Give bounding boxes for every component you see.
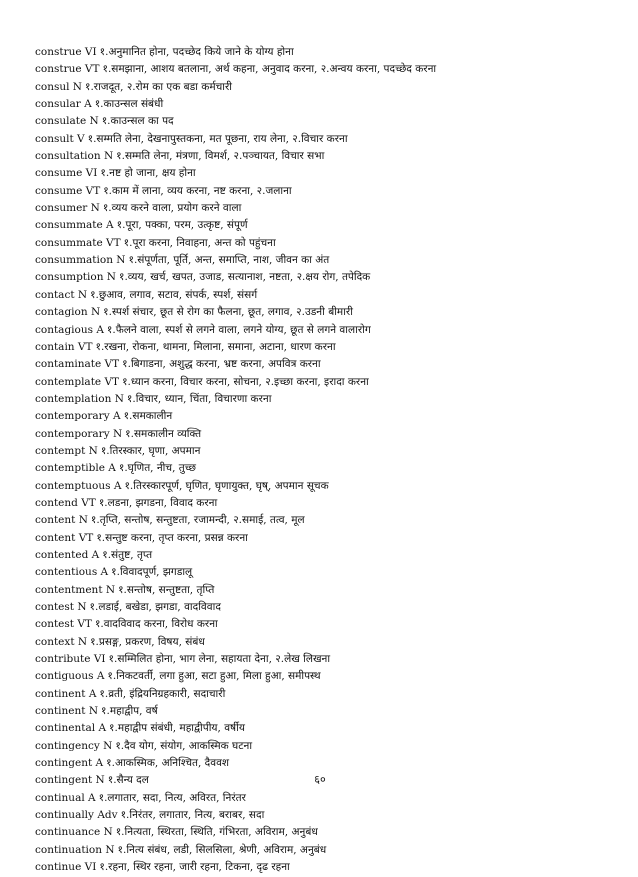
- dictionary-entry: [35, 824, 615, 841]
- dictionary-entry: [35, 547, 615, 564]
- entry-meaning: १.फैलने वाला, स्पर्श से लगने वाला, लगने योग्य, छूत से लगने वालारोग: [106, 323, 371, 336]
- entry-meaning: १.समकालीन: [123, 410, 173, 423]
- dictionary-entry: [35, 200, 615, 217]
- entry-meaning: १.विवादपूर्ण, झगडालू: [111, 566, 193, 579]
- entry-meaning: १.सन्तुष्ट करना, तृप्त करना, प्रसन्न करना: [96, 531, 248, 544]
- entry-headword: continental A: [35, 722, 107, 735]
- entry-headword: contact N: [35, 288, 88, 301]
- entry-headword: consummate VT: [35, 236, 121, 249]
- entry-meaning: १.दैव योग, संयोग, आकस्मिक घटना: [115, 739, 253, 752]
- entry-headword: contentment N: [35, 583, 116, 596]
- entry-headword: construe VI: [35, 46, 97, 58]
- dictionary-entry: [35, 460, 615, 477]
- dictionary-entry: [35, 443, 615, 460]
- dictionary-entry: [35, 530, 615, 547]
- dictionary-entry: [35, 807, 615, 824]
- entry-meaning: १.घृणित, नीच, तुच्छ: [118, 462, 196, 475]
- entry-headword: contingent N: [35, 774, 105, 787]
- entry-meaning: १.महाद्वीप, वर्ष: [101, 705, 158, 718]
- dictionary-entry: [35, 842, 615, 859]
- entry-meaning: १.रखना, रोकना, थामना, मिलाना, समाना, अटाना, धारण करना: [95, 340, 336, 353]
- entry-headword: consummation N: [35, 254, 126, 267]
- dictionary-entry: [35, 616, 615, 633]
- dictionary-entry: [35, 790, 615, 807]
- entry-meaning: १.सम्मिलित होना, भाग लेना, सहायता देना, २.लेख लिखना: [108, 653, 331, 666]
- dictionary-entry: [35, 165, 615, 182]
- entry-meaning: १.लडना, झगडना, विवाद करना: [98, 496, 218, 509]
- dictionary-entry: [35, 217, 615, 234]
- dictionary-entry: [35, 651, 615, 668]
- entry-headword: consumption N: [35, 271, 116, 284]
- dictionary-entry: [35, 668, 615, 685]
- entry-headword: continent N: [35, 705, 99, 718]
- dictionary-entry: [35, 686, 615, 703]
- dictionary-entry: [35, 339, 615, 356]
- entry-meaning: १.सम्मति लेना, मंत्रणा, विमर्श, २.पञ्चायत, विचार सभा: [116, 150, 325, 163]
- entry-headword: contagion N: [35, 306, 101, 319]
- entry-headword: consume VT: [35, 184, 101, 197]
- entry-meaning: १.लडाई, बखेडा, झगडा, वादविवाद: [89, 601, 221, 613]
- entry-meaning: १.सैन्य दल: [107, 774, 149, 787]
- dictionary-entry: [35, 269, 615, 286]
- entry-headword: construe VT: [35, 63, 100, 76]
- dictionary-entry: [35, 720, 615, 737]
- entry-meaning: १.समकालीन व्यक्ति: [125, 427, 202, 440]
- entry-headword: contingent A: [35, 757, 104, 770]
- entry-meaning: १.व्रती, इंद्रियनिग्रहकारी, सदाचारी: [99, 687, 226, 700]
- entry-headword: contend VT: [35, 496, 96, 509]
- entry-headword: continual A: [35, 791, 96, 804]
- entry-headword: contempt N: [35, 444, 98, 457]
- dictionary-entry: [35, 599, 615, 616]
- entry-headword: continuation N: [35, 843, 115, 856]
- dictionary-entry: [35, 113, 615, 130]
- dictionary-entry: [35, 148, 615, 165]
- entry-meaning: १.तिरस्कारपूर्ण, घृणित, घृणायुक्त, घृष्, अपमान सूचक: [124, 479, 329, 492]
- entry-list: [35, 44, 615, 877]
- entry-meaning: १.समझाना, आशय बतलाना, अर्थ कहना, अनुवाद करना, २.अन्वय करना, पदच्छेद करना: [102, 63, 437, 76]
- entry-headword: contented A: [35, 548, 100, 561]
- dictionary-entry: [35, 322, 615, 339]
- dictionary-entry: [35, 738, 615, 755]
- entry-headword: contentious A: [35, 566, 109, 579]
- dictionary-entry: [35, 235, 615, 252]
- entry-headword: consul N: [35, 80, 82, 93]
- entry-meaning: १.विचार, ध्यान, चिंता, विचारणा करना: [126, 392, 272, 405]
- entry-headword: consulate N: [35, 115, 99, 128]
- dictionary-entry: [35, 304, 615, 321]
- entry-headword: contaminate VT: [35, 358, 120, 371]
- entry-headword: contribute VI: [35, 653, 106, 666]
- entry-meaning: १.रहना, स्थिर रहना, जारी रहना, टिकना, दृढ रहना: [99, 861, 290, 874]
- entry-headword: consultation N: [35, 150, 114, 163]
- entry-meaning: १.नित्यता, स्थिरता, स्थिति, गंभिरता, अविराम, अनुबंध: [115, 826, 318, 839]
- entry-headword: contain VT: [35, 340, 93, 353]
- dictionary-entry: [35, 634, 615, 651]
- entry-meaning: १.काउन्सल संबंधी: [94, 98, 164, 111]
- entry-meaning: १.छुआव, लगाव, सटाव, संपर्क, स्पर्श, संसर्ग: [90, 288, 258, 301]
- entry-meaning: १.निरंतर, लगातार, नित्य, बराबर, सदा: [120, 809, 265, 822]
- dictionary-entry: [35, 79, 615, 96]
- dictionary-entry: [35, 564, 615, 581]
- dictionary-entry: [35, 391, 615, 408]
- entry-meaning: १.व्यय, खर्च, खपत, उजाड, सत्यानाश, नष्टता, २.क्षय रोग, तपेदिक: [118, 271, 371, 284]
- entry-headword: contemplate VT: [35, 375, 120, 388]
- entry-headword: contemporary N: [35, 427, 123, 440]
- entry-headword: content N: [35, 514, 88, 527]
- entry-meaning: १.वादविवाद करना, विरोध करना: [94, 618, 218, 631]
- entry-headword: contest N: [35, 601, 87, 613]
- entry-meaning: १.संतुष्ट, तृप्त: [102, 548, 153, 561]
- entry-meaning: १.महाद्वीप संबंधी, महाद्वीपीय, वर्षीय: [109, 722, 245, 735]
- dictionary-entry: [35, 356, 615, 373]
- dictionary-entry: [35, 408, 615, 425]
- dictionary-entry: [35, 374, 615, 391]
- entry-headword: continuance N: [35, 826, 113, 839]
- entry-meaning: १.नित्य संबंध, लडी, सिलसिला, श्रेणी, अविराम, अनुबंध: [117, 843, 327, 856]
- entry-headword: contingency N: [35, 739, 113, 752]
- dictionary-entry: [35, 755, 615, 772]
- dictionary-entry: [35, 495, 615, 512]
- entry-headword: consume VI: [35, 167, 98, 180]
- entry-headword: contest VT: [35, 618, 92, 631]
- entry-headword: contagious A: [35, 323, 104, 336]
- dictionary-entry: [35, 183, 615, 200]
- entry-meaning: १.पूरा, पक्का, परम, उत्कृष्ट, संपूर्ण: [116, 219, 248, 232]
- entry-meaning: १.सम्मति लेना, देखनापुस्तकना, मत पूछना, राय लेना, २.विचार करना: [87, 132, 348, 145]
- dictionary-entry: [35, 426, 615, 443]
- entry-meaning: १.संपूर्णता, पूर्ति, अन्त, समाप्ति, नाश, जीवन का अंत: [128, 254, 330, 267]
- dictionary-entry: [35, 131, 615, 148]
- entry-headword: contemptuous A: [35, 479, 122, 492]
- entry-headword: contiguous A: [35, 670, 105, 683]
- entry-headword: continent A: [35, 687, 97, 700]
- entry-headword: consular A: [35, 98, 92, 111]
- entry-meaning: १.पूरा करना, निवाहना, अन्त को पहुंचना: [123, 236, 276, 249]
- dictionary-entry: [35, 478, 615, 495]
- dictionary-entry: [35, 859, 615, 876]
- entry-meaning: १.काउन्सल का पद: [101, 115, 174, 128]
- entry-headword: contemptible A: [35, 462, 116, 475]
- entry-headword: context N: [35, 635, 88, 648]
- dictionary-entry: [35, 287, 615, 304]
- entry-meaning: १.आकस्मिक, अनिश्चित, दैववश: [106, 757, 230, 770]
- entry-meaning: १.व्यय करने वाला, प्रयोग करने वाला: [102, 202, 242, 215]
- entry-headword: continue VI: [35, 861, 97, 874]
- dictionary-entry: [35, 96, 615, 113]
- entry-headword: consumer N: [35, 202, 100, 215]
- dictionary-entry: [35, 44, 615, 61]
- entry-meaning: १.निकटवर्ती, लगा हुआ, सटा हुआ, मिला हुआ, समीपस्थ: [107, 670, 321, 683]
- entry-meaning: १.अनुमानित होना, पदच्छेद किये जाने के योग्य होना: [99, 46, 294, 58]
- page-number: ६०: [314, 773, 326, 786]
- entry-meaning: १.प्रसङ्ग, प्रकरण, विषय, संबंध: [90, 635, 205, 648]
- entry-meaning: १.काम में लाना, व्यय करना, नष्ट करना, २.जलाना: [103, 184, 292, 197]
- dictionary-entry: [35, 512, 615, 529]
- entry-headword: content VT: [35, 531, 94, 544]
- entry-headword: consult V: [35, 132, 85, 145]
- dictionary-entry: [35, 61, 615, 78]
- entry-meaning: १.तिरस्कार, घृणा, अपमान: [100, 444, 201, 457]
- entry-meaning: १.लगातार, सदा, नित्य, अविरत, निरंतर: [98, 791, 246, 804]
- entry-headword: contemplation N: [35, 392, 124, 405]
- entry-headword: continually Adv: [35, 809, 118, 822]
- entry-meaning: १.स्पर्श संचार, छूत से रोग का फैलना, छूत, लगाव, २.उडनी बीमारी: [103, 306, 353, 319]
- dictionary-entry: [35, 582, 615, 599]
- dictionary-entry: [35, 252, 615, 269]
- entry-meaning: १.नष्ट हो जाना, क्षय होना: [100, 167, 196, 180]
- entry-headword: consummate A: [35, 219, 114, 232]
- entry-meaning: १.सन्तोष, सन्तुष्टता, तृप्ति: [118, 583, 215, 596]
- dictionary-entry: [35, 703, 615, 720]
- entry-meaning: १.तृप्ति, सन्तोष, सन्तुष्टता, रजामन्दी, २.समाई, तत्व, मूल: [90, 514, 305, 527]
- entry-meaning: १.बिगाडना, अशुद्ध करना, भ्रष्ट करना, अपवित्र करना: [122, 358, 321, 371]
- entry-headword: contemporary A: [35, 410, 121, 423]
- entry-meaning: १.राजदूत, २.रोम का एक बडा कर्मचारी: [85, 80, 233, 93]
- entry-meaning: १.ध्यान करना, विचार करना, सोचना, २.इच्छा करना, इरादा करना: [122, 375, 369, 388]
